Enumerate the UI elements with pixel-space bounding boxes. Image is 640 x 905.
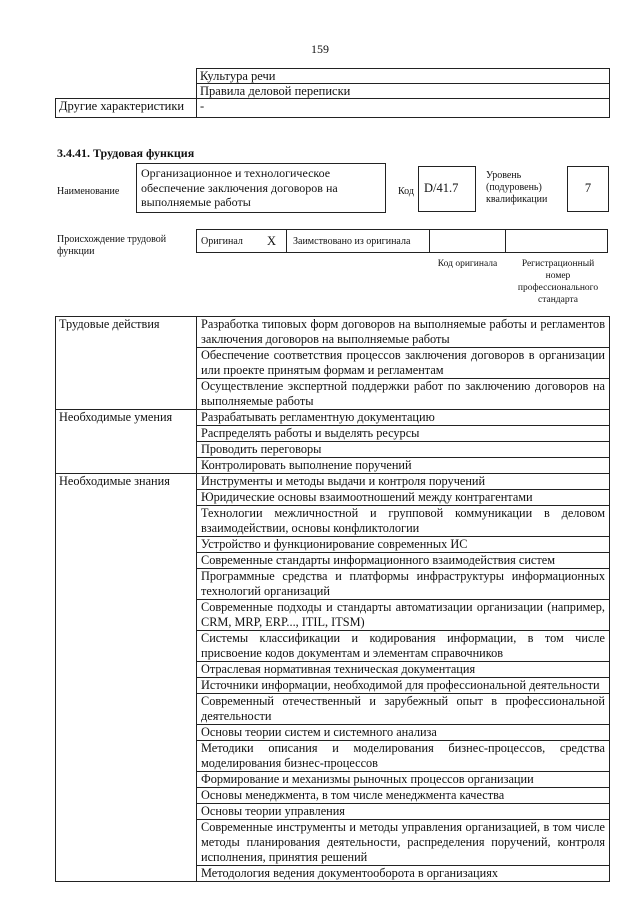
- level-label: Уровень (подуровень) квалификации: [486, 170, 548, 205]
- list-item: Проводить переговоры: [197, 442, 610, 458]
- original-mark: X: [267, 234, 277, 248]
- row-label: [56, 69, 197, 84]
- level-value: 7: [567, 166, 609, 212]
- borrowed-label: Заимствовано из оригинала: [293, 236, 411, 247]
- list-item: Основы теории систем и системного анализа: [197, 725, 610, 741]
- original-label: Оригинал: [201, 236, 243, 247]
- reg-caption: Регистрационный номер профессионального стандарта: [517, 259, 599, 305]
- list-item: Инструменты и методы выдачи и контроля поручений: [197, 474, 610, 490]
- list-item: Основы менеджмента, в том числе менеджмента качества: [197, 788, 610, 804]
- list-item: Технологии межличностной и групповой коммуникации в деловом взаимодействии, основы конфликтологии: [197, 506, 610, 537]
- list-item: Устройство и функционирование современных ИС: [197, 537, 610, 553]
- table-row: [56, 410, 610, 426]
- list-item: Формирование и механизмы рыночных процессов организации: [197, 772, 610, 788]
- divider: [429, 229, 430, 253]
- row-text: -: [197, 99, 610, 118]
- divider: [286, 229, 287, 253]
- function-table: [55, 316, 610, 882]
- divider: [505, 229, 506, 253]
- table-row: [56, 84, 610, 99]
- section-label: Трудовые действия: [56, 317, 197, 410]
- list-item: Современные инструменты и методы управления организацией, в том числе методы планирования деятельности, распределения поручений, контроля исполнения, принятия решений: [197, 820, 610, 866]
- code-label: Код: [398, 186, 414, 197]
- section-label: Необходимые умения: [56, 410, 197, 474]
- list-item: Осуществление экспертной поддержки работ по заключению договоров на выполняемые работы: [197, 379, 610, 410]
- list-item: Распределять работы и выделять ресурсы: [197, 426, 610, 442]
- row-text: Правила деловой переписки: [197, 84, 610, 99]
- list-item: Источники информации, необходимой для профессиональной деятельности: [197, 678, 610, 694]
- page-number: 159: [311, 42, 329, 56]
- name-value: Организационное и технологическое обеспечение заключения договоров на выполняемые работы: [136, 163, 386, 213]
- row-label: Другие характеристики: [56, 99, 197, 118]
- list-item: Разработка типовых форм договоров на выполняемые работы и регламентов заключения договоров на выполняемые работы: [197, 317, 610, 348]
- table-row: [56, 69, 610, 84]
- list-item: Системы классификации и кодирования информации, в том числе присвоение кодов документам и элементам справочников: [197, 631, 610, 662]
- row-text: Культура речи: [197, 69, 610, 84]
- list-item: Методология ведения документооборота в организациях: [197, 866, 610, 882]
- list-item: Современные стандарты информационного взаимодействия систем: [197, 553, 610, 569]
- list-item: Разрабатывать регламентную документацию: [197, 410, 610, 426]
- table-row: [56, 474, 610, 490]
- list-item: Обеспечение соответствия процессов заключения договоров в организации или проекте принятым формам и регламентам: [197, 348, 610, 379]
- list-item: Современный отечественный и зарубежный опыт в профессиональной деятельности: [197, 694, 610, 725]
- section-label: Необходимые знания: [56, 474, 197, 882]
- list-item: Юридические основы взаимоотношений между контрагентами: [197, 490, 610, 506]
- origin-label: Происхождение трудовой функции: [57, 234, 167, 257]
- row-label: [56, 84, 197, 99]
- table-row: [56, 317, 610, 348]
- list-item: Основы теории управления: [197, 804, 610, 820]
- code-value: D/41.7: [418, 166, 476, 212]
- code-caption: Код оригинала: [437, 259, 498, 269]
- list-item: Программные средства и платформы инфраструктуры информационных технологий организаций: [197, 569, 610, 600]
- list-item: Контролировать выполнение поручений: [197, 458, 610, 474]
- table-row: [56, 99, 610, 118]
- previous-section-table: [55, 68, 610, 118]
- section-title: 3.4.41. Трудовая функция: [57, 146, 195, 160]
- list-item: Отраслевая нормативная техническая документация: [197, 662, 610, 678]
- name-label: Наименование: [57, 186, 120, 197]
- list-item: Методики описания и моделирования бизнес-процессов, средства моделирования бизнес-процессов: [197, 741, 610, 772]
- list-item: Современные подходы и стандарты автоматизации организации (например, CRM, MRP, ERP..., ITIL, ITSM): [197, 600, 610, 631]
